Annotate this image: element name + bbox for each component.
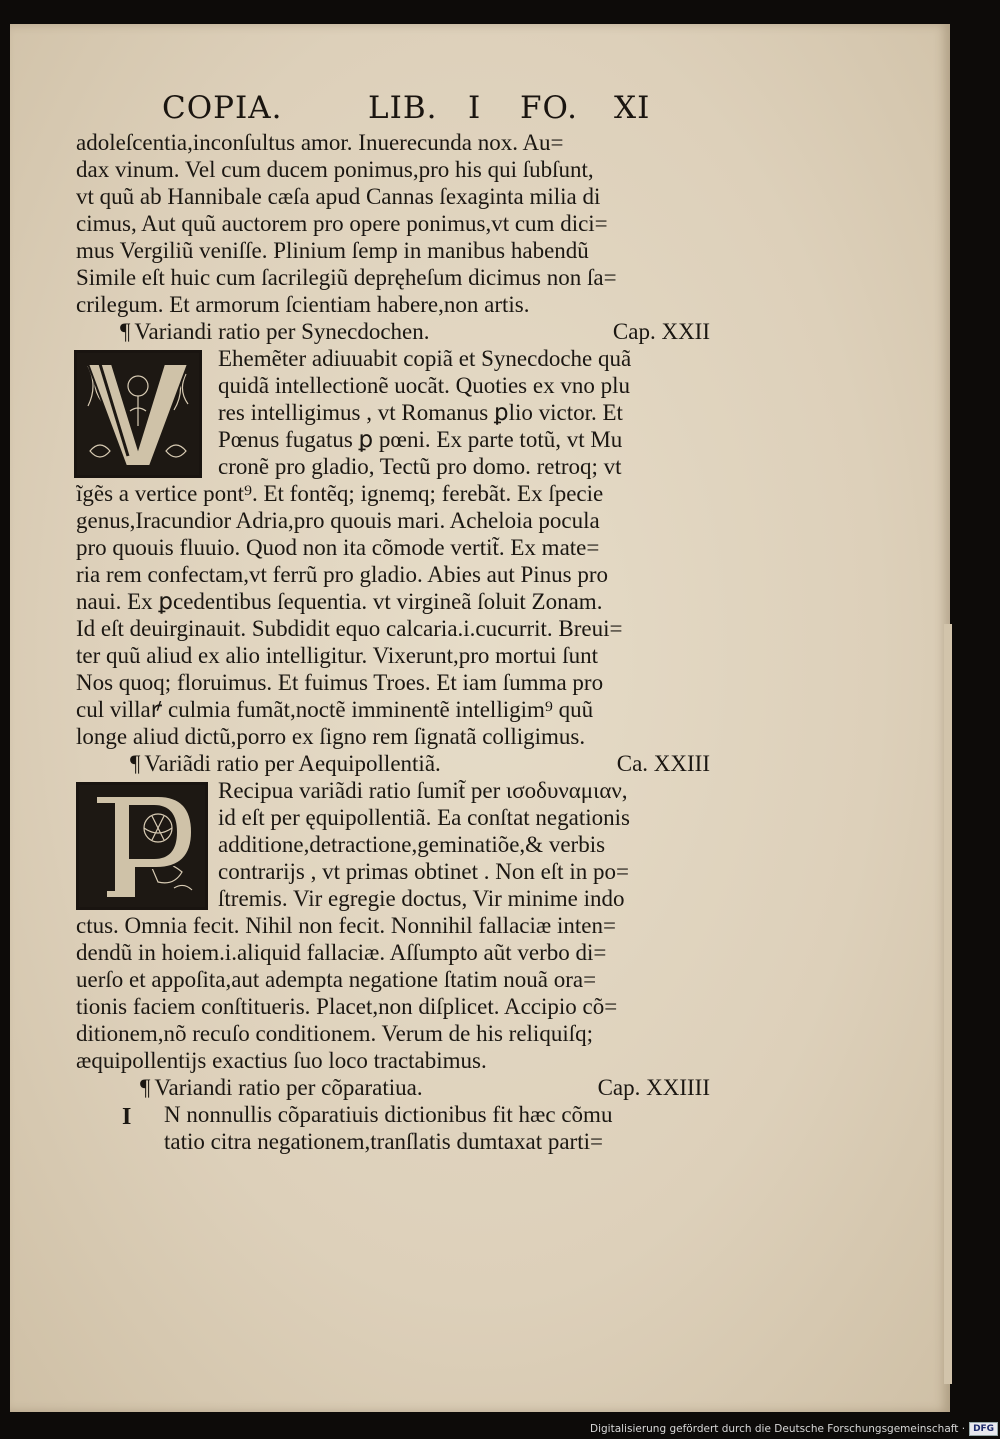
woodcut-p-icon	[82, 788, 202, 904]
chapter-number: Cap. XXIIII	[597, 1075, 710, 1100]
digitization-credit	[590, 1420, 998, 1438]
text-line: ſtremis. Vir egregie doctus, Vir minime indo	[218, 886, 625, 911]
text-line: dendũ in hoiem.i.aliquid fallaciæ. Aſſumpto aũt verbo di=	[76, 940, 607, 965]
chapter-heading-text: Variandi ratio per cõparatiua.	[154, 1075, 423, 1100]
text-line: Ehemẽter adiuuabit copiã et Synecdoche quã	[218, 346, 632, 371]
chapter-number: Ca. XXIII	[616, 751, 710, 776]
text-line: naui. Ex ꝑcedentibus ſequentia. vt virgineã ſoluit Zonam.	[76, 589, 603, 614]
text-line: adoleſcentia,inconſultus amor. Inuerecunda nox. Au=	[76, 130, 564, 155]
text-line: cul villaꝵ culmia fumãt,noctẽ imminentẽ intelligim⁹ quũ	[76, 697, 594, 722]
text-line: dax vinum. Vel cum ducem ponimus,pro his qui ſubſunt,	[76, 157, 594, 182]
chapter-heading	[120, 318, 710, 346]
text-line: contrarijs , vt primas obtinet . Non eſt in po=	[218, 859, 629, 884]
text-line: æquipollentijs exactius ſuo loco tractabimus.	[76, 1048, 487, 1073]
text-line: crilegum. Et armorum ſcientiam habere,non artis.	[76, 292, 530, 317]
text-line: additione,detractione,geminatiõe,& verbis	[218, 832, 606, 857]
text-line: cronẽ pro gladio, Tectũ pro domo. retroq; vt	[218, 454, 622, 479]
text-line: ĩgẽs a vertice pont⁹. Et fontẽq; ignemq; ferebãt. Ex ſpecie	[76, 481, 604, 506]
text-line: ria rem confectam,vt ferrũ pro gladio. Abies aut Pinus pro	[76, 562, 609, 587]
chapter-heading-text: Variandi ratio per Synecdochen.	[134, 319, 430, 344]
text-line: longe aliud dictũ,porro ex ſigno rem ſignatã colligimus.	[76, 724, 586, 749]
marginal-initial-i: I	[122, 1104, 132, 1130]
header-fo: FO.	[520, 90, 578, 126]
chapter-number: Cap. XXII	[612, 319, 710, 344]
text-line: vt quũ ab Hannibale cæſa apud Cannas ſexaginta milia di	[76, 184, 601, 209]
header-folio: XI	[614, 90, 651, 126]
chapter-heading	[140, 1074, 710, 1102]
text-line: Recipua variãdi ratio ſumit̃ per ισοδυναμιαν,	[218, 778, 628, 803]
text-line: Simile eſt huic cum ſacrilegiũ depręheſum dicimus non ſa=	[76, 265, 617, 290]
pilcrow-icon: ¶	[130, 751, 141, 776]
text-line: res intelligimus , vt Romanus ꝑlio victor. Et	[218, 400, 623, 425]
pilcrow-icon: ¶	[140, 1075, 151, 1100]
footer-text: Digitalisierung gefördert durch die Deutsche Forschungsgemeinschaft ·	[590, 1423, 966, 1435]
text-line: ctus. Omnia fecit. Nihil non fecit. Nonnihil fallaciæ inten=	[76, 913, 616, 938]
text-line: ditionem,nõ recuſo conditionem. Verum de his reliquiſq;	[76, 1021, 593, 1046]
decorated-initial-p	[76, 782, 208, 910]
text-line: genus,Iracundior Adria,pro quouis mari. Acheloia pocula	[76, 508, 600, 533]
decorated-initial-v	[74, 350, 202, 478]
text-line: quidã intellectionẽ uocãt. Quoties ex vno plu	[218, 373, 630, 398]
text-line: id eſt per ęquipollentiã. Ea conſtat negationis	[218, 805, 630, 830]
text-line: ter quũ aliud ex alio intelligitur. Vixerunt,pro mortui ſunt	[76, 643, 599, 668]
text-line: Id eſt deuirginauit. Subdidit equo calcaria.i.cucurrit. Breui=	[76, 616, 623, 641]
text-line: tionis faciem conſtitueris. Placet,non diſplicet. Accipio cõ=	[76, 994, 618, 1019]
chapter-heading-text: Variãdi ratio per Aequipollentiã.	[144, 751, 441, 776]
header-book: I	[468, 90, 482, 126]
woodcut-v-icon	[80, 356, 196, 472]
text-line: mus Vergiliũ veniſſe. Plinium ſemp in manibus habendũ	[76, 238, 589, 263]
dfg-logo: DFG	[969, 1422, 998, 1436]
text-line: pro quouis fluuio. Quod non ita cõmode vertit̃. Ex mate=	[76, 535, 600, 560]
pilcrow-icon: ¶	[120, 319, 131, 344]
chapter-heading	[130, 750, 710, 778]
header-lib: LIB.	[368, 90, 438, 126]
text-line: uerſo et appoſita,aut adempta negatione ſtatim nouã ora=	[76, 967, 597, 992]
text-line: tatio citra negationem,tranſlatis dumtaxat parti=	[164, 1129, 603, 1154]
header-title: COPIA.	[162, 90, 283, 126]
text-line: N nonnullis cõparatiuis dictionibus fit hæc cõmu	[164, 1102, 613, 1127]
book-page	[10, 24, 950, 1412]
text-line: Pœnus fugatus ꝑ pœni. Ex parte totũ, vt Mu	[218, 427, 623, 452]
text-line: Nos quoq; floruimus. Et fuimus Troes. Et iam ſumma pro	[76, 670, 604, 695]
text-line: cimus, Aut quũ auctorem pro opere ponimus,vt cum dici=	[76, 211, 608, 236]
